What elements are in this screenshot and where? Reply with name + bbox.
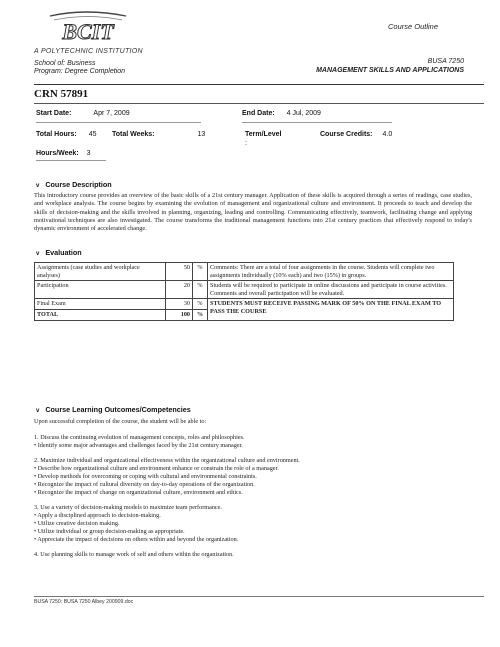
outcome-bullet: • Describe how organizational culture and environment enhance or constrain the role of a manager. [34,465,279,473]
tagline: A POLYTECHNIC INSTITUTION [34,48,143,55]
eval-percent: % [193,281,208,299]
table-row [35,299,454,310]
outcome-bullet: • Appreciate the impact of decisions on others within and beyond the organization. [34,535,239,543]
eval-comment: Students will be required to participate in online discussions and participate in course activities. Comments and overall participation will be evaluated. [208,281,454,299]
eval-weight: 30 [166,299,193,310]
outcome-bullet: • Utilize creative decision making. [34,519,120,527]
bcit-logo-icon [46,10,130,46]
eval-item: Final Exam [35,299,166,310]
evaluation-heading: v Evaluation [36,248,82,257]
course-credits: Course Credits: 4.0 [320,131,393,138]
outcome-title: 1. Discuss the continuing evolution of management concepts, roles and philosophies. [34,433,245,441]
term-level-value: : [245,140,247,147]
eval-comment: STUDENTS MUST RECEIVE PASSING MARK OF 50% ON THE FINAL EXAM TO PASS THE COURSE [208,299,454,320]
table-row [35,263,454,281]
evaluation-table [34,262,454,321]
school-name: School of: Business [34,60,96,67]
school-program [34,60,125,76]
outcome-bullet: • Utilize individual or group decision-making as appropriate. [34,527,185,535]
svg-text:BCIT: BCIT [62,19,114,44]
eval-percent: % [193,263,208,281]
outcomes-heading: v Course Learning Outcomes/Competencies [36,405,191,414]
eval-item: Participation [35,281,166,299]
outcome-bullet: • Identify some major advantages and challenges faced by the 21st century manager. [34,441,243,449]
footer-filename: BUSA 7250: BUSA 7250 Albey 200909.doc [34,599,134,605]
total-percent: % [193,309,208,320]
outcomes-list [34,418,474,567]
outcomes-intro: Upon successful completion of the course, the student will be able to: [34,418,207,425]
term-level: Term/Level [245,131,282,138]
description-text: This introductory course provides an overview of the basic skills of a 21st century manager. Application of these skills is acquired through a series of readings, case studies, and workplace analysis. The course begins by examining the evolution of management and organizational culture and environment. It proceeds to teach and develop the skills of decision-making and the skills involved in planning, organizing, leading and controlling. Communicating effectively, teamwork, facilitating change and applying motivational techniques are also investigated. The course transforms the traditional management functions into 21st century practices that effectively respond to today's dynamic environment of accelerated change. [34,192,472,233]
end-date: End Date: 4 Jul, 2009 [242,110,321,117]
end-rule [242,122,392,123]
bcit-logo [46,10,130,46]
eval-weight: 20 [166,281,193,299]
outcome-title: 2. Maximize individual and organizational effectiveness within the organizational culture and environment. [34,457,300,465]
outcome-title: 3. Use a variety of decision-making models to maximize team performance. [34,504,222,512]
outcome-bullet: • Recognize the impact of cultural diversity on day-to-day operations of the organization. [34,480,255,488]
outcome-group [34,551,474,559]
chevron-down-icon: v [36,251,40,257]
outcome-group [34,457,474,496]
outcome-bullet: • Apply a disciplined approach to decision-making. [34,512,161,520]
outcome-group [34,434,474,450]
total-weight: 100 [166,309,193,320]
crn-number: CRN 57891 [34,88,89,100]
start-date: Start Date: Apr 7, 2009 [36,110,130,117]
start-rule [36,122,201,123]
document-type: Course Outline [388,22,439,31]
total-weeks: Total Weeks: 13 [112,131,206,138]
course-title: MANAGEMENT SKILLS AND APPLICATIONS [316,67,464,74]
outcome-group [34,504,474,543]
program-name: Program: Degree Completion [34,68,126,75]
eval-item: Assignments (case studies and workplace analyses) [35,263,166,281]
table-row [35,281,454,299]
description-heading: v Course Description [36,180,112,189]
total-label: TOTAL [35,309,166,320]
eval-weight: 50 [166,263,193,281]
eval-comment: Comments: There are a total of four assignments in the course. Students will complete two assignments individually (10% each) and two (15%) in groups. [208,263,454,281]
hpw-rule [36,160,106,161]
course-code: BUSA 7250 [427,58,464,65]
outcome-bullet: • Develop methods for overcoming or coping with cultural and environmental constraints. [34,472,257,480]
footer-rule [34,596,484,597]
total-hours: Total Hours: 45 [36,131,97,138]
eval-percent: % [193,299,208,310]
hours-per-week: Hours/Week: 3 [36,150,91,157]
outcome-bullet: • Recognize the impact of change on organizational culture, environment and ethics. [34,488,243,496]
crn-rule [34,103,484,104]
chevron-down-icon: v [36,408,40,414]
header-rule [34,84,484,85]
chevron-down-icon: v [36,183,40,189]
outcome-title: 4. Use planning skills to manage work of self and others within the organization. [34,551,234,559]
